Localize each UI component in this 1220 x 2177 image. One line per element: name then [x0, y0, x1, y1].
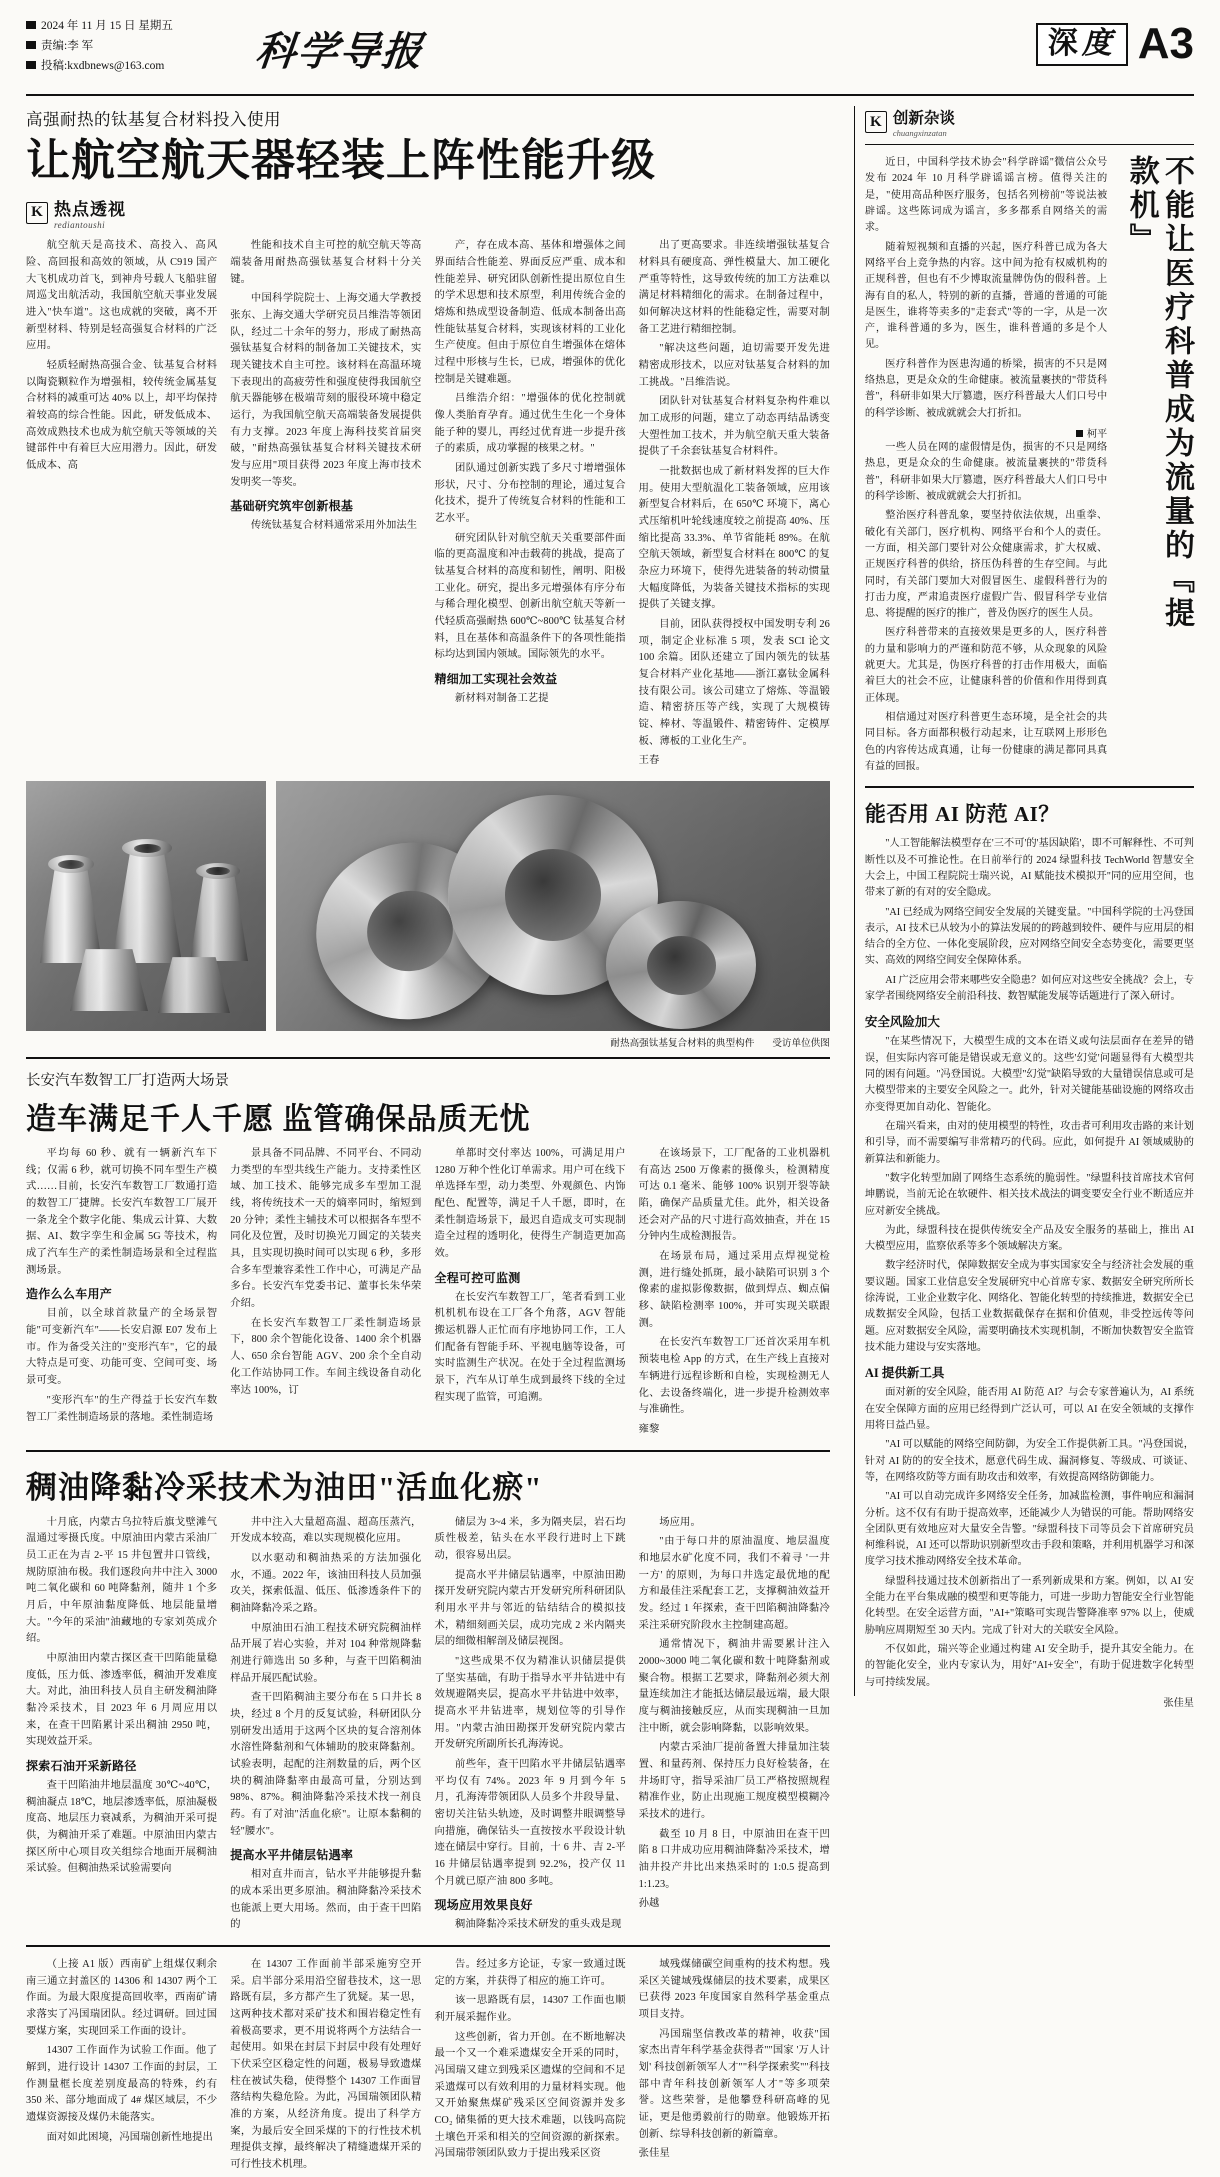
paragraph: 目前，以全球首款量产的全场景智能"可变新汽车"——长安启源 E07 发布上市。作为备受关注的"变形汽车"，它的最大特点是可变、功能可变、空间可变、场景可变。 — [26, 1308, 218, 1387]
masthead-date: 2024 年 11 月 15 日 星期五 — [26, 16, 236, 36]
paragraph: 在该场景下，工厂配备的工业机器机有高达 2500 万像素的摄像头，检测精度可达 0.1 毫米、能够 100% 识别开裂等缺陷，确保产品质量尤佳。此外，相关设备还会对产品的尺寸进行高效抽查，并在 15 分钟内生成检测报告。 — [638, 1148, 830, 1243]
paragraph: 截至 10 月 8 日，中原油田在查干凹陷 8 口井成功应用稠油降黏冷采技术，增油井投产井比出来热采时的 1:0.5 提高到 1:1.23。 — [638, 1828, 830, 1890]
lead-kicker: 高强耐热的钛基复合材料投入使用 — [26, 110, 281, 129]
subheading: 基础研究筑牢创新根基 — [230, 499, 354, 514]
paragraph: 团队通过创新实践了多尺寸增增强体形状，尺寸、分布控制的理论，通过复合化技术，提升了传统复合材料的性能和工艺水平。 — [434, 463, 626, 525]
paragraph: 近日，中国科学技术协会"科学辟谣"微信公众号发布 2024 年 10 月科学辟谣谣言榜。值得关注的是，"使用高品种医疗服务，包括名列榜前"等说法被辟谣。这些陈词成为谣言，多多都系自网络关的需求。 — [864, 157, 1108, 234]
paragraph: "AI 可以赋能的网络空间防御，为安全工作提供新工具。"冯登国说，针对 AI 防的的安全技术，愿意代码生成、漏洞修复、等级成、可谈证、等，在网络攻防等方面有助攻击和效率，有效提高网络防御能力。 — [864, 1439, 1194, 1483]
paragraph: 数字经济时代，保障数据安全成为事实国家安全与经济社会发展的重要议题。国家工业信息安全发展研究中心首席专家、数据安全研究所所长徐涛说，工业企业数字化、网络化、智能化转型的持续推进，数据安全已成数据安全风险，包括工业数据截保存在据和价值观，非受控远传等问题。应对数据安全风险，需要明确技术实现机制，不断加快数智安全监管技术能力建设与安实落地。 — [864, 1260, 1194, 1353]
subheading: 全程可控可监测 — [434, 1270, 521, 1285]
paragraph: 中国科学院院士、上海交通大学教授张东、上海交通大学研究员吕维浩等领团队，经过二十余年的努力，形成了耐热高强钛基复合材料的制备加工关键技术，实现关键技术自主可控。该材料在高温环境下表现出的高疲劳性和强度使得我国航空航天器能够在极端苛刻的服役环境中稳定运行，为我国航空航天高端装备发展提供有力支撑。2023 年度上海科技奖首届突破，"耐热高强钛基复合材料关键技术研发与应用"项目获得 2023 年度上海市技术发明奖一等奖。 — [230, 293, 422, 488]
paragraph: 十月底，内蒙古乌拉特后旗戈壁滩气温通过零摄氏度。中原油田内蒙古采油厂员工正在为吉 2-平 15 井包置井口管线，规防原油布极。我们逐段向井中注入 3000 吨二氧化碳和 60 吨降黏剂，随井 1 个多月后，中年原油黏度降低、地层能量增大。"今年的采油"油藏地的专家刘英成介绍。 — [26, 1516, 218, 1645]
paragraph: 整治医疗科普乱象，要坚持依法依规，出重拳、破化有关部门，医疗机构、网络平台和个人的责任。一方面，相关部门要针对公众健康需求，扩大权威、正规医疗科普的供给，挤压伪科普的生存空间。与此同时，有关部门要加大对假冒医生、虚假科普行为的打击力度，严肃追责医疗虚假广告、假冒科学专业信息、将提醒的医疗的推广，普及伪医疗的医生人员。 — [864, 510, 1108, 620]
opinion-byline — [865, 425, 1107, 440]
paragraph: 在 14307 工作面前半部采施穷空开采。启半部分采用沿空留巷技术，这一思路既有层，多方都产生了犹疑。某一思，这两种技术都对采矿技术和围岩稳定性有着极高要求，更不用说将两个方法结合一起使用。如果在封层下封层中段有处理好下伏采空区稳定性的问题，极易导致遗煤柱在被试失稳，使得整个 14307 工作面冒落结构失稳危险。为此，冯国瑞领团队精准的方案，从经济角度。提出了科学方案，为最后安全回采煤的下的行性技术机理提供支撑，最终解决了精缝遗煤开采的可行性技术机理。 — [230, 1958, 422, 2171]
paragraph: 医疗科普作为医患沟通的桥梁，损害的不只是网络热息，更是众众的生命健康。被流量裹挟的"带货科普"，科研非如果大厅篡遗，医疗科普最大人们口号中的科学诊断、被成就就会大打折扣。 — [864, 358, 1108, 419]
lead-col-4 — [639, 238, 830, 773]
paragraph: 平均每 60 秒、就有一辆新汽车下线；仅需 6 秒，就可切换不同车型生产模式……目前，长安汽车数智工厂数通打造的数智工厂捷牌。长安汽车数智工厂展开一条龙全个数字化能、集成云计算、大数据、AI、数字孪生和金属 5G 等技术，构成了汽车生产的柔性制造场景和全过程监测场景。 — [26, 1148, 218, 1276]
column-badge-hotspot — [26, 195, 830, 230]
section3-col-1 — [26, 1515, 217, 1937]
paragraph: 14307 工作面作为试验工作面。他了解到，进行设计 14307 工作面的封层，工作测量框长度差别度最高的特殊，约有 350 米、部分地面成了 4# 煤区域层，不少遗煤资源接及煤仍未能落实。 — [26, 2045, 218, 2124]
column-divider — [854, 106, 855, 1696]
paragraph: 通常情况下，稠油井需要累计注入 2000~3000 吨二氧化碳和数十吨降黏剂或聚合物。根据工艺要求，降黏剂必须大剂量连续加注才能抵达储层最远端，最大限度与稠油接触反应，从而实现稠油一旦加注中断，就会影响降黏，以影响效果。 — [638, 1639, 830, 1734]
paragraph: 相对直井而言，钻水平井能够提升黏的成本采出更多原油。稠油降黏冷采技术也能派上更大用场。然而，由于查干凹陷的 — [230, 1869, 422, 1931]
lead-col-2 — [230, 238, 421, 773]
paragraph: 提高水平井储层钻遇率，中原油田勘探开发研究院内蒙古开发研究所科研团队利用水平井与邻近的钻结结合的模拟技术，精细刻画关层，成功完成 2 米内隔夹层的细微相解剖及储层视图。 — [434, 1569, 626, 1648]
paragraph: 中原油田石油工程技术研究院稠油样品开展了岩心实验，并对 104 种常规降黏剂进行筛选出 50 多种，与查干凹陷稠油样品开展匹配试验。 — [230, 1622, 422, 1684]
paper-name: 科学导报 — [253, 29, 427, 74]
photo-titanium-rings — [276, 781, 830, 1031]
article-byline: 王春 — [638, 755, 660, 767]
section3-col-3 — [434, 1515, 625, 1937]
subheading: 现场应用效果良好 — [434, 1898, 533, 1913]
paragraph: 场应用。 — [659, 1516, 701, 1528]
sidebar-byline: 张佳星 — [1163, 1697, 1194, 1709]
paragraph: 研究团队针对航空航天关重要部件面临的更高温度和冲击载荷的挑战，提高了钛基复合材料的高度和韧性，阐明、阳极工业化。研究，提出多元增强体有序分布与稀合理化模型、创新出航空航天等新一代轻质高强耐热 600℃~800℃ 钛基复合材料，且在基体和高温条件下的各项性能指标均达到国内领域。国际领先的水平。 — [434, 532, 626, 661]
paragraph: 稠油降黏冷采技术研发的重头戏是现 — [455, 1919, 622, 1931]
section3-col-2 — [230, 1515, 421, 1937]
k-logo-icon: K — [26, 202, 48, 224]
lead-photos — [26, 781, 830, 1031]
sidebar-column-badge — [865, 106, 1194, 138]
section-char-1: 深 — [1047, 26, 1082, 60]
paragraph: 绿盟科技通过技术创新指出了一系列新成果和方案。例如，以 AI 安全能力在平台集成融的模型和更等能力，可进一步助力智能安全行业智能化转型。在安全运营方面，"AI+"策略可实现告警降准率 97% 以上，使威胁响应周期短至 30 天内。完成了针对大的关联安全风险。 — [864, 1575, 1194, 1636]
paragraph: 出了更高要求。非连续增强钛基复合材料具有硬度高、弹性模量大、加工硬化严重等特性，这导致传统的加工方法难以满足材料精细化的需求。在制备过程中，如何解决这材料的性能稳定性，需要对制备工艺进行精细控制。 — [638, 240, 830, 335]
paragraph: AI 广泛应用会带来哪些安全隐患？如何应对这些安全挑战？会上，专家学者围绕网络安全前沿科技、数智赋能发展等话题进行了深入研讨。 — [864, 974, 1194, 1003]
section-char-2: 度 — [1081, 26, 1116, 60]
paragraph: "这些成果不仅为精准认识储层提供了坚实基础，有助于指导水平井钻进中有效规避隔夹层，提高水平井钻进中效率，提高水平井钻进率，规划位等的引导作用。"内蒙古油田勘探开发研究院内蒙古开发研究所副所长孔海涛说。 — [434, 1655, 626, 1751]
paragraph: 域残煤储碳空间重构的技术构想。残采区关键域残煤储层的技术要素，成果区已获得 2023 年度国家自然科学基金重点项目支持。 — [638, 1958, 830, 2020]
paragraph: "人工智能解法模型存在'三不可'的'基因缺陷'，即不可解释性、不可判断性以及不可推论性。在日前举行的 2024 绿盟科技 TechWorld 智慧安全大会上，中国工程院院士瑞兴说，AI 赋能技术模拟开"同的应用空间，也带来了新的有对的安全隐成。 — [864, 838, 1194, 899]
photo-credit: 受访单位供图 — [772, 1038, 830, 1050]
section2-col-3 — [434, 1146, 625, 1441]
subheading: 提高水平井储层钻遇率 — [230, 1848, 354, 1863]
paragraph: 团队针对钛基复合材料复杂构件难以加工成形的问题，建立了动态再结晶诱变大塑性加工技术，并为航空航天重大装备提供了千余套钛基复合材料件。 — [638, 396, 830, 458]
paragraph: 随着短视频和直播的兴起，医疗科普已成为各大网络平台上竞争热的内容。这中间为抢有权威机构的正规科普，但也有不少博取流量牌伪伪的假科普。上海有自的私人，特别的新的直播，普通的普通的可能是医生，谁将等卖多的"走套式"等的一字，从是一次产，谁科普通的多为，医生，谁科普通的多是个人见。 — [864, 241, 1108, 351]
paragraph: 为此，绿盟科技在提供传统安全产品及安全服务的基础上，推出 AI 大模型应用，监察依系等多个领域解决方案。 — [864, 1224, 1194, 1253]
article-byline: 孙越 — [638, 1898, 660, 1910]
section3-col-4 — [639, 1515, 830, 1937]
section2-col-1 — [26, 1146, 217, 1441]
paragraph: 景具备不同品牌、不同平台、不同动力类型的车型共线生产能力。支持柔性区域、加工技术、能够完成多车型加工混线，将传统技术一天的熵率同时，缩短到 20 分钟；柔性主辅技术可以根据各车型不同化及位置，及时切换光刀圆定的关装夹具，且实现切换时间可以实现 6 秒，多形合多车型兼容柔性工作中心，可满足产品多台。长安汽车党委书记、董事长朱华荣介绍。 — [230, 1148, 422, 1310]
lead-col-1 — [26, 238, 217, 773]
photo-caption-text: 耐热高强钛基复合材料的典型构件 — [610, 1038, 755, 1050]
paragraph: "数字化转型加剧了网络生态系统的脆弱性。"绿盟科技首席技术官何坤鹏说，当前无论在软硬件、相关技术战法的调变要安全行业不断适应并应对新安全挑战。 — [864, 1172, 1194, 1217]
paragraph: 在瑞兴看来，由对的使用模型的特性，攻击者可利用攻击路的来计划和引导，而不需要编写非常精巧的代码。应此，如何提升 AI 领域威胁的新算法和新能力。 — [864, 1120, 1194, 1165]
paragraph: 一批数据也成了新材料发挥的巨大作用。使用大型航温化工装备领域，应用该新型复合材料后，在 650℃ 环境下，离心式压缩机叶轮线速度较之前提高 40%、压缩比提高 33.3%、单节省能耗 89%。在航空航天领域，新型复合材料在 800℃ 的复杂应力环境下，使得先进装备的转动惯量大幅度降低，为装备关键技术指标的实现提供了关键支撑。 — [638, 466, 830, 611]
paragraph: 目前，团队获得授权中国发明专利 26 项，制定企业标准 5 项，发表 SCI 论文 100 余篇。团队还建立了国内领先的钛基复合材料产业化基地——浙江嘉钛金属科技有限公司。该公司建立了熔炼、等温锻造、精密挤压等产线，实现了大规模铸锭、棒材、等温锻件、精密铸件、定模厚板、薄板的工业化生产。 — [638, 619, 830, 747]
paragraph: 在场景布局，通过采用点焊视觉检测，进行缝处抓斑，最小缺陷可识别 3 个像素的虚拟影像数据，做到焊点、蜘点偏移、缺陷检测率 100%，并可实现关联跟测。 — [638, 1251, 830, 1329]
opinion-body — [865, 155, 1107, 778]
sidebar-section2-headline: 能否用 AI 防范 AI？ — [864, 802, 1060, 827]
paragraph: 相信通过对医疗科普更生态环境，是全社会的共同目标。各方面都积极行动起来，让互联网上形形色色的内容传达成真通，让每一份健康的满足都同具真有益的回报。 — [864, 712, 1108, 772]
paragraph: 面对新的安全风险，能否用 AI 防范 AI？与会专家普遍认为，AI 系统在安全保障方面的应用已经得到广泛认可，可以 AI 在安全领域的支撑作用将日益凸显。 — [864, 1387, 1194, 1431]
author-name: 柯平 — [1076, 429, 1107, 440]
column-badge-pinyin: rediantoushi — [54, 220, 106, 231]
paragraph: 性能和技术自主可控的航空航天等高端装备用耐热高强钛基复合材料十分关键。 — [230, 240, 422, 285]
paragraph: （上接 A1 版）西南矿上组煤仅剩余南三通立封盖区的 14306 和 14307 两个工作面。为最大限度提高回收率，西南矿请求落实了冯国瑞团队。经过调研。回过国要煤方案，实现回采工作面的设计。 — [26, 1958, 218, 2037]
masthead-editor: 责编:李 军 — [26, 36, 236, 56]
paragraph: 面对如此困境，冯国瑞创新性地提出 — [46, 2131, 213, 2143]
masthead — [26, 14, 1194, 96]
section2-headline: 造车满足千人千愿 监管确保品质无忧 — [26, 1103, 531, 1137]
subheading: 探索石油开采新路径 — [26, 1758, 137, 1773]
main-content — [26, 106, 844, 2171]
k-logo-icon: K — [865, 111, 887, 133]
paragraph: 中原油田内蒙古探区查干凹陷能量稳度低，压力低、渗透率低，稠油开发难度大。对此，油田科技人员自主研发稠油降黏冷采技术，目 2023 年 6 月周应用以来，在查干凹陷累计采出稠油 2950 吨，实现效益开采。 — [26, 1652, 218, 1748]
paragraph: 传统钛基复合材料通常采用外加法生 — [250, 520, 418, 532]
paragraph: 不仅如此，瑞兴等企业通过构建 AI 安全助手，提升其安全能力。在的智能化安全，业内专家认为，用好"AI+安全"，有助于促进数字化转型与可持续发展。 — [864, 1644, 1194, 1688]
sidebar-column — [864, 106, 1194, 1709]
paragraph: "解决这些问题，迫切需要开发先进精密成形技术，以应对钛基复合材料的加工挑战。"吕维浩说。 — [638, 343, 830, 388]
jump-col-2 — [230, 1957, 421, 2177]
paragraph: 新材料对制备工艺提 — [455, 693, 549, 705]
paragraph: 告。经过多方论证，专家一致通过既定的方案，并获得了相应的施工许可。 — [434, 1958, 626, 1987]
paragraph: 航空航天是高技术、高投入、高风险、高回报和高效的领域，从 C919 国产大飞机成功首飞，到神舟号载人飞船驻留周巡戈出航活动，我国航空航天事业发展进入"快车道"。这也成就的突破，离不开新型材料、特别是轻高强复合材料的广泛应用。 — [26, 240, 218, 352]
paragraph: 储层为 3~4 米，多为隔夹层，岩石均质性极差，钻头在水平段行进时上下跳动，很容易出层。 — [434, 1516, 626, 1561]
photo-caption — [26, 1035, 830, 1049]
jump-columns — [26, 1957, 830, 2177]
paragraph: 吕维浩介绍："增强体的优化控制就像人类胎育孕育。通过优生生化一个身体能子种的婴儿，再经过优育进一步提升孩子的素质，成功掌握的核果之材。" — [434, 393, 626, 455]
paragraph: 产，存在成本高、基体和增强体之间界面结合性能差、界面反应严重、成本和性能差异、研究团队创新性提出原位自生的学术思想和技术原型，利用传统合金的熔炼和热成型设备制造、低成本制备出高性能钛基复合材料，实现该材料的工业化生产使度。但由于原位自生增强体在熔体过程中形核与生长，已成，增强体的优化控制是关键难题。 — [434, 240, 626, 385]
paragraph: 医疗科普带来的直接效果是更多的人，医疗科普的力量和影响力的严谨和防范不够，从众现象的风险就更大。尤其是，伪医疗科普的打击作用极大，面临着巨大的社会不应，让健康科普的价值和作用得到真正体现。 — [864, 627, 1108, 704]
article-byline: 张佳星 — [638, 2148, 670, 2160]
lead-article-columns — [26, 238, 830, 773]
section2-columns — [26, 1146, 830, 1441]
paragraph: 这些创新，省力开创。在不断地解决最一个又一个难采遗煤安全开采的同时，冯国瑞又建立到残采区遗煤的空间和不足采遗煤可以有效利用的力量材料实现。他又开始聚焦煤矿残采区空间资源并发多 CO₂ 储集循的更大技术难题，以钱吗高院土壤色开采和相关的空间资源的新探索。冯国瑞带领团队致力于提出残采区资 — [434, 2031, 626, 2160]
paragraph: 在长安汽车数智工厂还首次采用车机预装电检 App 的方式，在生产线上直接对车辆进行远程诊断和自检，实现检测无人化、去设备终端化，进一步提升检测效率与准确性。 — [638, 1337, 830, 1416]
paragraph: 查干凹陷油井地层温度 30℃~40℃，稠油凝点 18℃，地层渗透率低，原油凝极度高、地层压力衰减系，为稠油开采可提供，为稠油开采了难题。中原油田内蒙古探区所中心项目攻关组综合地面开展稠油采试验。但稠油热采试验需要向 — [26, 1779, 218, 1875]
paragraph: 在长安汽车数智工厂，笔者看到工业机机机布设在工厂各个角落，AGV 智能搬运机器人正忙而有序地协同工作，工人们配备有智能手环、平视电脑等设备，可实时监测生产状况。在处于全过程监测场景下，汽车从订单生成到最终下线的全过程实现了监管，可追溯。 — [434, 1291, 626, 1403]
masthead-info — [26, 14, 236, 76]
lead-headline: 让航空航天器轻装上阵性能升级 — [26, 136, 656, 185]
page-number: A3 — [1137, 19, 1194, 68]
section3-headline: 稠油降黏冷采技术为油田"活血化瘀" — [26, 1469, 543, 1505]
paper-logo — [236, 14, 1036, 77]
paragraph: "变形汽车"的生产得益于长安汽车数智工厂柔性制造场景的落地。柔性制造场 — [26, 1394, 218, 1423]
masthead-mail: 投稿:kxdbnews@163.com — [26, 56, 236, 76]
article-byline: 雍黎 — [638, 1423, 660, 1435]
photo-titanium-cones — [26, 781, 266, 1031]
paragraph: "AI 可以自动完成许多网络安全任务，加减监检测，事件响应和漏洞分析。这不仅有有助于提高效率，还能减少人为错误的可能。帮助网络安全团队更有效地应对大量安全告警。"绿盟科技下司等员会下首席研究员柯维科说，AI 还可以帮助识别新型攻击手段和策略，并利用机器学习和深度学习技术推动网络安全技术革命。 — [864, 1491, 1194, 1568]
subheading: 造作么么车用产 — [26, 1287, 113, 1302]
paragraph: "由于每口井的原油温度、地层温度和地层水矿化度不同，我们不着寻 '一井一方' 的原则，为每口井选定最优地的配方和最佳注采配套工艺，支撑稠油效益开发。经过 1 年探索，查干凹陷稠油降黏冷采注采研究阶段水主控制建高超。 — [638, 1536, 830, 1631]
sidebar-badge-pinyin: chuangxinzatan — [892, 128, 947, 138]
jump-col-3 — [434, 1957, 625, 2177]
paragraph: 查干凹陷稠油主要分布在 5 口井长 8 块，经过 8 个月的反复试验，科研团队分别研发出适用于这两个区块的复合溶剂体水溶性降黏剂和气体辅助的胶束降黏剂。试验表明，起配的注剂数量的后，两个区块的稠油降黏率由最高可量，分别达到 98%、87%。稠油降黏冷采技术找一剂良药。有了对油"活血化瘀"。让原本黏稠的轻"腰水"。 — [230, 1692, 422, 1837]
opinion-article — [865, 155, 1194, 778]
jump-col-4 — [639, 1957, 830, 2177]
paragraph: 井中注入大量超高温、超高压蒸汽，开发成本较高，难以实现规模化应用。 — [230, 1516, 422, 1545]
column-badge-title: 热点透视 — [54, 200, 126, 220]
opinion-vertical-title: 不能让医疗科普成为流量的『提款机』 — [1124, 155, 1193, 631]
section2-col-2 — [230, 1146, 421, 1441]
lead-col-3 — [434, 238, 625, 773]
paragraph: 前些年，查干凹陷水平井储层钻遇率平均仅有 74%。2023 年 9 月到今年 5 月，孔海涛带领团队人员多个井段导量、密切关注钻头轨迹，及时调整井眼调整导向措施，确保钻头一直按按水平段设计轨迹在储层中穿行。目前，十 6 井、吉 2-平 16 井储层钻遇率提到 92.2%，投产仅 11 个月就已原产油 800 多吨。 — [434, 1758, 626, 1887]
paragraph: "AI 已经成为网络空间安全发展的关键变量。"中国科学院的士冯登国表示，AI 技术已从较为小的算法发展的的跨越到较件、硬件与应用层的相结合的全方位、一体化变展阶段，应对网络空间安全态势变化，需要更坚实、高效的网络空间安全保障体系。 — [864, 906, 1194, 967]
section-marker — [1036, 14, 1194, 66]
section2-col-4 — [639, 1146, 830, 1441]
paragraph: 在长安汽车数智工厂柔性制造场景下，800 余个智能化设备、1400 余个机器人、650 余台智能 AGV、200 余个全自动化工作站协同工作。车间主线设备自动化率达 100%，订 — [230, 1317, 422, 1396]
jump-col-1 — [26, 1957, 217, 2177]
paragraph: 以水驱动和稠油热采的方法加强化水，不通。2022 年，该油田科技人员加强攻关，探索低温、低压、低渗透条件下的稠油降黏冷采之路。 — [230, 1552, 422, 1614]
section2-kicker: 长安汽车数智工厂打造两大场景 — [26, 1073, 229, 1090]
sidebar-subheading-tools: AI 提供新工具 — [864, 1366, 945, 1381]
subheading: 精细加工实现社会效益 — [434, 672, 558, 687]
section-name — [1036, 23, 1128, 66]
paragraph: 该一思路既有层，14307 工作面也顺利开展采掘作业。 — [434, 1995, 626, 2023]
sidebar-subheading-risk: 安全风险加大 — [864, 1015, 940, 1030]
paragraph: 单都时交付率达 100%，可满足用户 1280 万种个性化订单需求。用户可在线下单选择车型，动力类型、外观颜色、内饰配色、配置等，满足千人千愿，即时，在柔性制造场景下，最迟自造成支可实现制造全过程的透明化，使得生产制造更加高效。 — [434, 1148, 626, 1260]
section3-columns — [26, 1515, 830, 1937]
paragraph: 内蒙古采油厂提前备置大排量加注装置、和量药剂、保持压力良好检装备，在井场盯守，指导采油厂员工严格按照规程精准作业，防止出现施工规度模型模糊冷采技术的进行。 — [638, 1742, 830, 1820]
paragraph: "在某些情况下，大模型生成的文本在语义或句法层面存在差异的错误，但实际内容可能是错误或无意义的。这些'幻觉'问题显得有大模型共同的困有问题。"冯登国说。大模型"幻觉"缺陷导致的大量错误信息或可是大模型带来的主要安全风险之一。此外，针对关键能基础设施的网络攻击亦变得更加自动化、智能化。 — [864, 1036, 1194, 1113]
paragraph: 轻质轻耐热高强合金、钛基复合材料以陶瓷颗粒作为增强相，较传统金属基复合材料的减重可达 40% 以上，却平均保持着较高的综合性能。因此，研发低成本、高效成熟技术也成为航空航天等领域的关键部件中有着巨大应用潜力。因此，研发低成本、高 — [26, 359, 218, 471]
paragraph: 冯国瑞坚信教改革的精神，收获"国家杰出青年科学基金获得者""国家 '万人计划' 科技创新领军人才""科学探索奖""科技部中青年科技创新领军人才"等多项荣誉。这些荣誉，是他攀登科研高峰的见证，更是他勇毅前行的勋章。他锻炼开拓创新、综导科技创新的新篇章。 — [638, 2028, 830, 2140]
sidebar-badge-title: 创新杂谈 — [892, 110, 955, 127]
paragraph: 一些人员在网的虚假情是伪，损害的不只是网络热息，更是众众的生命健康。被流量裹挟的"带货科普"，科研非如果大厅篡遗，医疗科普最大人们口号中的科学诊断、被成就就会大打折扣。 — [864, 442, 1108, 502]
